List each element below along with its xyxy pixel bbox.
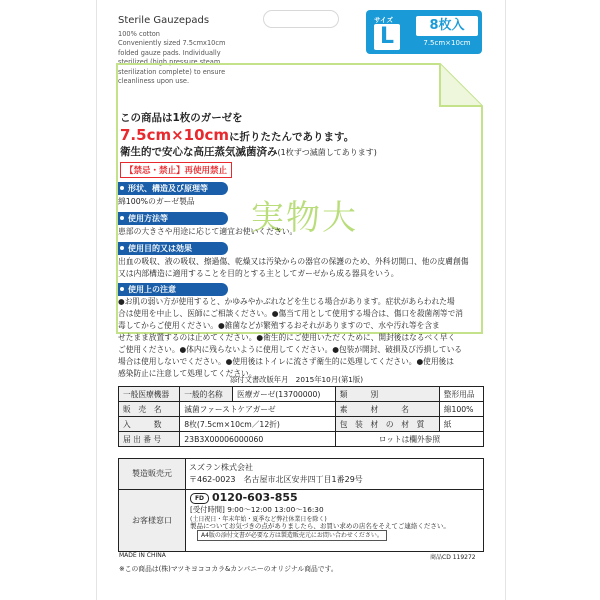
free-dial-icon: FD — [190, 493, 209, 504]
table-row — [119, 387, 484, 402]
table-row — [119, 402, 484, 417]
table-cell: 包 装 材 の 材 質 — [335, 417, 439, 432]
table-cell: 販 売 名 — [119, 402, 180, 417]
purpose-heading: 使用目的又は効果 — [118, 242, 228, 255]
table-cell: 素 材 名 — [335, 402, 439, 417]
usage-text: 患部の大きさや用途に応じて適宜お使いください。 — [118, 227, 298, 236]
english-line: sterilized (high pressure steam — [118, 58, 221, 67]
actual-size-watermark: 実物大 — [250, 198, 358, 238]
intro-sterile: 衛生的で安心な高圧蒸気滅菌済み — [120, 146, 278, 159]
manufacturer-address: 〒462-0023 名古屋市北区安井四丁目1番29号 — [189, 474, 363, 484]
original-product-note: ※この商品は(株)マツキヨココカラ&カンパニーのオリジナル商品です。 — [119, 565, 338, 573]
table-cell: 23B3X00006000060 — [180, 432, 335, 447]
caution-line: 合は使用を中止し、医師にご相談ください。●傷当て用として使用する場合は、傷口を殺菌剤等で消 — [118, 309, 463, 319]
table-cell: 8枚(7.5cm×10cm／12折) — [180, 417, 335, 432]
table-row — [119, 417, 484, 432]
intro-line-2-tail: に折りたたんであります。 — [229, 131, 355, 144]
caution-heading: 使用上の注意 — [118, 283, 228, 296]
intro-line-2 — [120, 125, 377, 145]
table-cell: 紙 — [439, 417, 483, 432]
intro-line-3 — [120, 145, 377, 159]
caution-line: 感染防止に注意して処理してください。 — [118, 369, 257, 379]
service-inquiry: 製品についてお気づきの点がありましたら、お買い求めの店名をそえてご連絡ください。 — [190, 522, 450, 530]
table-cell: ロットは欄外参照 — [335, 432, 483, 447]
revision-date: 添付文書改版年月 2015年10月(第1版) — [230, 375, 364, 384]
table-cell: 整形用品 — [439, 387, 483, 402]
english-title: Sterile Gauzepads — [118, 15, 210, 26]
purpose-line: 又は内部構造に適用することを目的とする主としてガーゼから成る器具をいう。 — [118, 269, 399, 279]
table-cell: 届 出 番 号 — [119, 432, 180, 447]
table-cell: 綿100% — [439, 402, 483, 417]
size-letter: L — [374, 24, 400, 50]
product-intro — [120, 111, 377, 160]
product-code: 商品CD 119272 — [430, 554, 476, 561]
caution-line: ●お肌の弱い方が使用すると、かゆみやかぶれなどを生じる場合があります。症状があらわれた場 — [118, 297, 455, 306]
intro-size: 7.5cm×10cm — [120, 126, 230, 145]
manufacturer-info — [189, 462, 363, 485]
customer-service-label: お客様窓口 — [119, 490, 186, 551]
customer-service-box — [118, 490, 484, 552]
document-request-note: A4版の添付文書が必要な方は製造販売元にお問い合わせください。 — [197, 530, 387, 541]
intro-line-1: この商品は1枚のガーゼを — [120, 112, 243, 124]
service-hours: [受付時間] 9:00～12:00 13:00～16:30 — [190, 505, 324, 514]
contraindication-warning: 【禁忌・禁止】再使用禁止 — [120, 162, 232, 178]
table-cell: 一般医療機器 — [119, 387, 180, 402]
manufacturer-label: 製造販売元 — [119, 459, 186, 489]
english-line: folded gauze pads. Individually — [118, 48, 221, 57]
table-cell: 滅菌ファーストケアガーゼ — [180, 402, 335, 417]
english-line: 100% cotton — [118, 29, 160, 38]
table-cell: 一般的名称 — [180, 387, 233, 402]
usage-heading: 使用方法等 — [118, 212, 228, 225]
table-row — [119, 432, 484, 447]
manufacturer-name: スズラン株式会社 — [189, 463, 253, 472]
caution-line: 毒してからご使用ください。●雑菌などが繁殖するおそれがありますので、水や汚れ等を含ま — [118, 321, 440, 331]
made-in-label: MADE IN CHINA — [119, 552, 166, 559]
intro-sterile-note: (1枚ずつ滅菌してあります) — [277, 148, 377, 158]
english-line: cleanliness upon use. — [118, 77, 190, 86]
size-label: サイズ — [374, 16, 393, 24]
table-cell: 医療ガーゼ(13700000) — [233, 387, 336, 402]
size-badge — [366, 10, 482, 54]
count-label: 8枚入 — [416, 16, 478, 36]
spec-table — [118, 386, 484, 447]
phone-number — [190, 491, 298, 504]
dimensions-label: 7.5cm×10cm — [423, 39, 471, 47]
shape-heading: 形状、構造及び原理等 — [118, 182, 228, 195]
service-holidays: (土日祝日・年末年始・夏季など弊社休業日を除く) — [190, 516, 327, 523]
manufacturer-box — [118, 458, 484, 490]
table-cell: 類 別 — [335, 387, 439, 402]
english-line: sterilization complete) to ensure — [118, 67, 226, 76]
purpose-text — [118, 256, 484, 280]
phone-number-text: 0120-603-855 — [212, 491, 298, 504]
table-cell: 入 数 — [119, 417, 180, 432]
english-line: Conveniently sized 7.5cmx10cm — [118, 39, 226, 48]
caution-line: せたまま放置するのは止めてください。●衛生的にご使用いただくために、開封後はなるべく早く — [118, 333, 456, 343]
caution-text — [118, 296, 484, 380]
shape-text: 綿100%のガーゼ製品 — [118, 197, 195, 206]
caution-line: 場合は使用しないでください。●使用後はトイレに流さず衛生的に処理してください。●使用後は — [118, 357, 454, 367]
purpose-line: 出血の吸収、液の吸収、擦過傷、乾燥又は汚染からの器官の保護のため、外科切開口、他の皮膚創傷 — [118, 257, 469, 266]
caution-line: ご使用ください。●体内に残らないように使用してください。●包装が開封、破損及び汚損している — [118, 345, 462, 355]
